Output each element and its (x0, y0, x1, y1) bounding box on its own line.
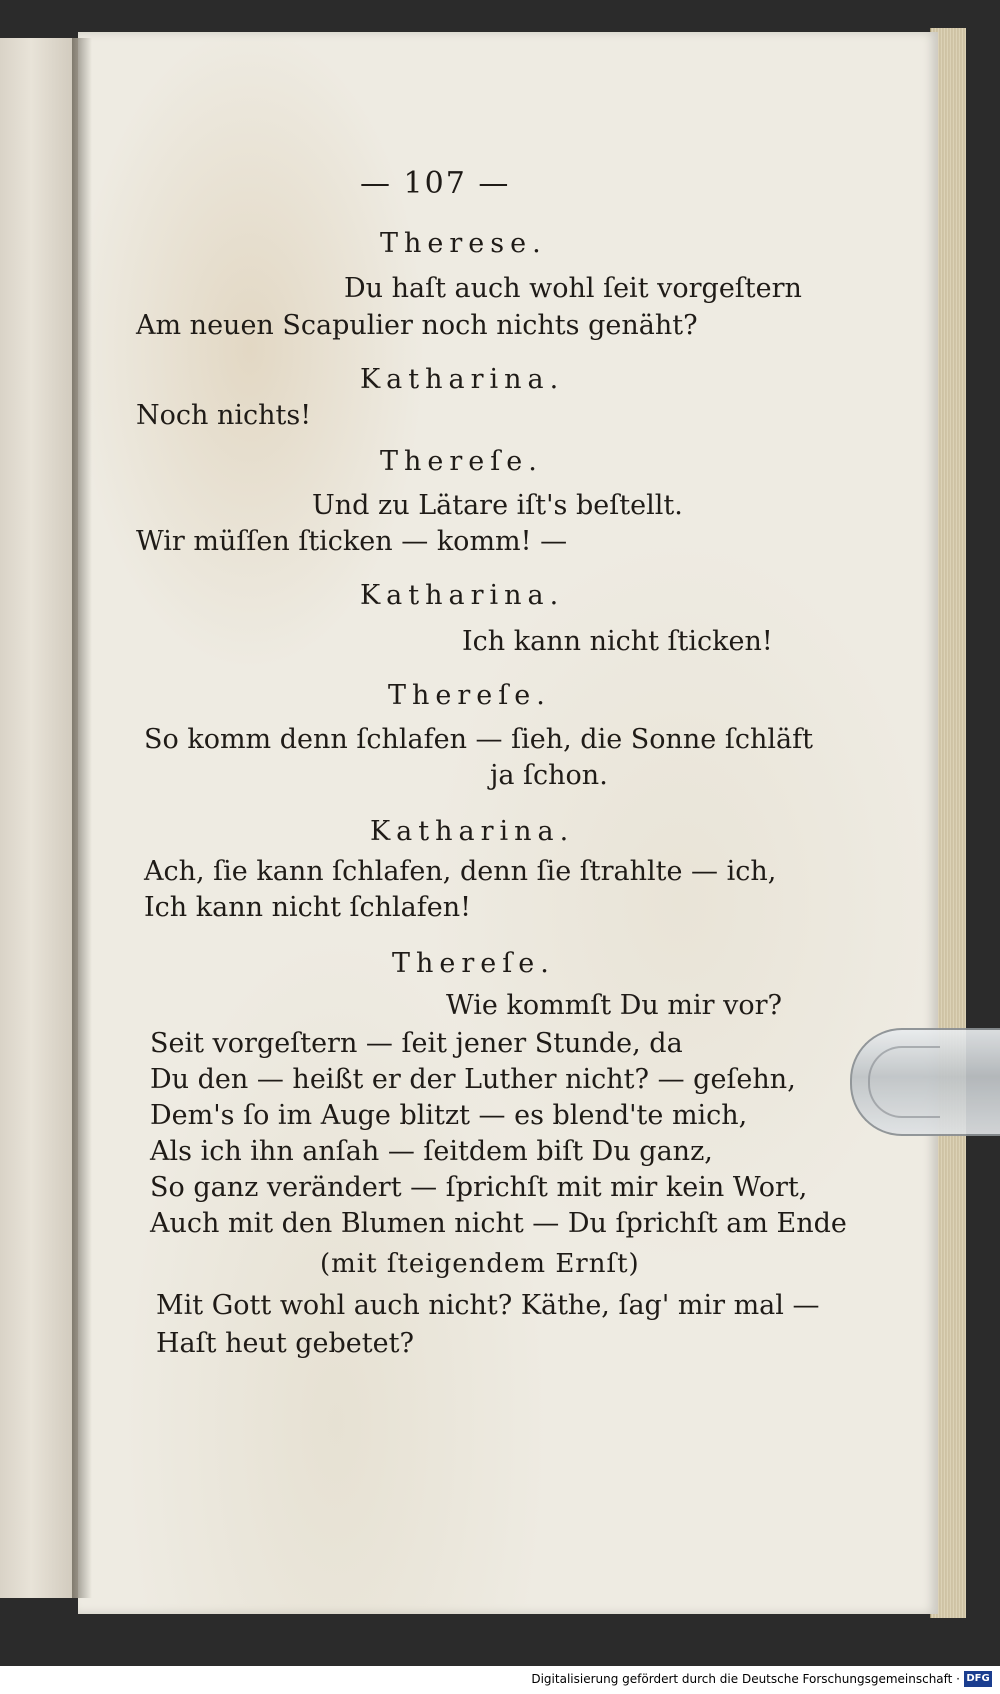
speaker-heading: Thereſe. (392, 948, 555, 979)
speaker-heading: Katharina. (370, 816, 575, 847)
verse-line: So ganz verändert — ſprichſt mit mir kein Wort, (150, 1172, 808, 1203)
funding-credit: Digitalisierung gefördert durch die Deutsche Forschungsgemeinschaft · (531, 1672, 960, 1686)
verse-line: Seit vorgeſtern — ſeit jener Stunde, da (150, 1028, 683, 1059)
verse-line: Dem's ſo im Auge blitzt — es blend'te mich, (150, 1100, 748, 1131)
speaker-heading: Thereſe. (380, 446, 543, 477)
verse-line: So komm denn ſchlafen — ſieh, die Sonne ſchläft (144, 724, 813, 755)
verse-line: ja ſchon. (490, 760, 608, 791)
dfg-logo-icon: DFG (964, 1671, 992, 1687)
speaker-heading: Katharina. (360, 580, 565, 611)
verse-line: Am neuen Scapulier noch nichts genäht? (136, 310, 698, 341)
verse-line: Ach, ſie kann ſchlafen, denn ſie ſtrahlte — ich, (144, 856, 777, 887)
page-number: — 107 — (360, 166, 511, 201)
digitization-footer (0, 1666, 1000, 1694)
verse-line: Du haſt auch wohl ſeit vorgeſtern (344, 273, 802, 304)
verse-line: Wir müſſen ſticken — komm! — (136, 526, 568, 557)
verse-line: Auch mit den Blumen nicht — Du ſprichſt am Ende (150, 1208, 847, 1239)
speaker-heading: Therese. (380, 228, 547, 259)
verse-line: Ich kann nicht ſchlafen! (144, 892, 471, 923)
verse-line: Und zu Lätare iſt's beſtellt. (312, 490, 683, 521)
speaker-heading: Katharina. (360, 364, 565, 395)
verse-line: Mit Gott wohl auch nicht? Käthe, ſag' mir mal — (156, 1290, 820, 1321)
stage-direction: (mit ſteigendem Ernſt) (320, 1249, 640, 1279)
speaker-heading: Thereſe. (388, 680, 551, 711)
verse-line: Noch nichts! (136, 400, 312, 431)
verse-line: Du den — heißt er der Luther nicht? — geſehn, (150, 1064, 796, 1095)
verse-line: Wie kommſt Du mir vor? (446, 990, 782, 1021)
verse-line: Haſt heut gebetet? (156, 1328, 414, 1359)
verse-line: Ich kann nicht ſticken! (462, 626, 773, 657)
verse-line: Als ich ihn anſah — ſeitdem biſt Du ganz, (150, 1136, 713, 1167)
